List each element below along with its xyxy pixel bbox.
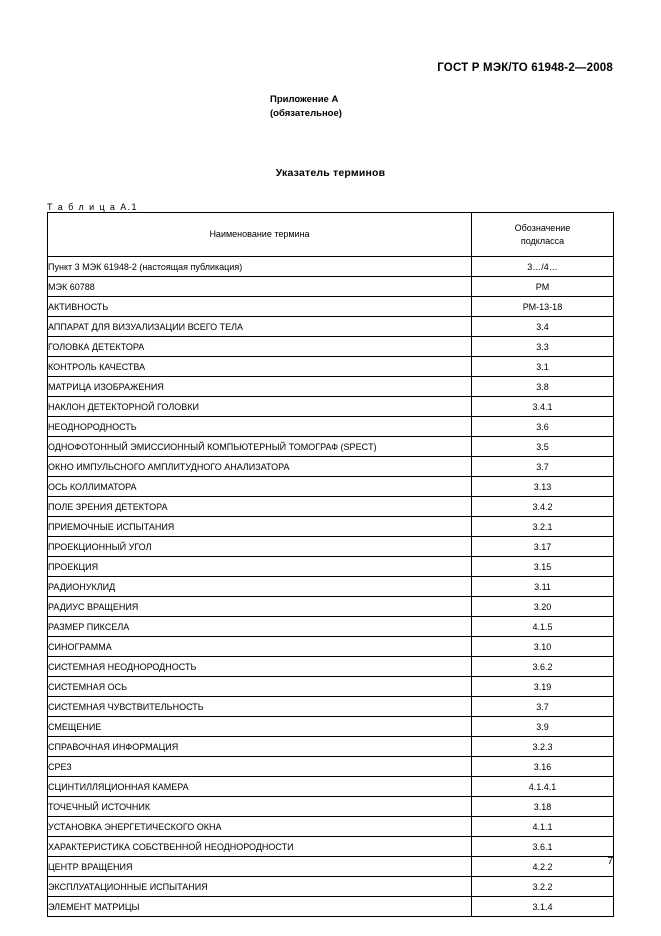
subclass-cell: 3.7 (472, 457, 614, 477)
table-row (48, 337, 614, 357)
table-row (48, 317, 614, 337)
subclass-cell: 3.15 (472, 557, 614, 577)
subclass-cell: 3.4.1 (472, 397, 614, 417)
table-header (48, 213, 614, 257)
table-row (48, 717, 614, 737)
term-cell: РАЗМЕР ПИКСЕЛА (48, 617, 472, 637)
column-header-subclass-line1: Обозначение (514, 223, 571, 234)
standard-header: ГОСТ Р МЭК/ТО 61948-2—2008 (437, 62, 613, 74)
term-cell: СИСТЕМНАЯ НЕОДНОРОДНОСТЬ (48, 657, 472, 677)
term-cell: СМЕЩЕНИЕ (48, 717, 472, 737)
term-cell: ГОЛОВКА ДЕТЕКТОРА (48, 337, 472, 357)
table-row (48, 397, 614, 417)
subclass-cell: 3.13 (472, 477, 614, 497)
subclass-cell: 3.4.2 (472, 497, 614, 517)
table-row (48, 677, 614, 697)
term-cell: ТОЧЕЧНЫЙ ИСТОЧНИК (48, 797, 472, 817)
table-row (48, 797, 614, 817)
term-cell: ОСЬ КОЛЛИМАТОРА (48, 477, 472, 497)
table-row (48, 457, 614, 477)
term-cell: КОНТРОЛЬ КАЧЕСТВА (48, 357, 472, 377)
subclass-cell: 3.2.1 (472, 517, 614, 537)
term-cell: АКТИВНОСТЬ (48, 297, 472, 317)
term-cell: МЭК 60788 (48, 277, 472, 297)
subclass-cell: 3.3 (472, 337, 614, 357)
subclass-cell: 3.2.3 (472, 737, 614, 757)
subclass-cell: 4.2.2 (472, 857, 614, 877)
table-row (48, 877, 614, 897)
table-row (48, 657, 614, 677)
table-row (48, 437, 614, 457)
table-row (48, 777, 614, 797)
subclass-cell: 4.1.1 (472, 817, 614, 837)
term-cell: УСТАНОВКА ЭНЕРГЕТИЧЕСКОГО ОКНА (48, 817, 472, 837)
table-row (48, 257, 614, 277)
table-row (48, 897, 614, 917)
subclass-cell: 4.1.4.1 (472, 777, 614, 797)
table-row (48, 617, 614, 637)
terms-table (47, 212, 614, 917)
term-cell: МАТРИЦА ИЗОБРАЖЕНИЯ (48, 377, 472, 397)
term-cell: НЕОДНОРОДНОСТЬ (48, 417, 472, 437)
subclass-cell: 3.5 (472, 437, 614, 457)
term-cell: СЦИНТИЛЛЯЦИОННАЯ КАМЕРА (48, 777, 472, 797)
subclass-cell: РМ (472, 277, 614, 297)
term-cell: ПРОЕКЦИОННЫЙ УГОЛ (48, 537, 472, 557)
table-row (48, 517, 614, 537)
subclass-cell: 3.16 (472, 757, 614, 777)
subclass-cell: 3…/4… (472, 257, 614, 277)
table-row (48, 357, 614, 377)
term-cell: СИСТЕМНАЯ ОСЬ (48, 677, 472, 697)
subclass-cell: 3.8 (472, 377, 614, 397)
subclass-cell: 3.6 (472, 417, 614, 437)
subclass-cell: РМ-13-18 (472, 297, 614, 317)
term-cell: НАКЛОН ДЕТЕКТОРНОЙ ГОЛОВКИ (48, 397, 472, 417)
term-cell: Пункт 3 МЭК 61948-2 (настоящая публикация) (48, 257, 472, 277)
column-header-subclass-line2: подкласса (520, 235, 565, 246)
term-cell: АППАРАТ ДЛЯ ВИЗУАЛИЗАЦИИ ВСЕГО ТЕЛА (48, 317, 472, 337)
term-cell: РАДИОНУКЛИД (48, 577, 472, 597)
term-cell: ЭЛЕМЕНТ МАТРИЦЫ (48, 897, 472, 917)
annex-status: (обязательное) (270, 107, 342, 119)
page-number: 7 (607, 856, 613, 867)
table-row (48, 297, 614, 317)
term-cell: ЭКСПЛУАТАЦИОННЫЕ ИСПЫТАНИЯ (48, 877, 472, 897)
term-cell: СИСТЕМНАЯ ЧУВСТВИТЕЛЬНОСТЬ (48, 697, 472, 717)
table-row (48, 377, 614, 397)
column-header-subclass (472, 213, 614, 257)
table-row (48, 557, 614, 577)
term-cell: ЦЕНТР ВРАЩЕНИЯ (48, 857, 472, 877)
table-row (48, 817, 614, 837)
subclass-cell: 3.6.1 (472, 837, 614, 857)
table-row (48, 697, 614, 717)
term-cell: РАДИУС ВРАЩЕНИЯ (48, 597, 472, 617)
table-row (48, 277, 614, 297)
table-row (48, 837, 614, 857)
subclass-cell: 4.1.5 (472, 617, 614, 637)
table-row (48, 497, 614, 517)
subclass-cell: 3.20 (472, 597, 614, 617)
table-row (48, 857, 614, 877)
term-cell: СПРАВОЧНАЯ ИНФОРМАЦИЯ (48, 737, 472, 757)
table-row (48, 477, 614, 497)
subclass-cell: 3.7 (472, 697, 614, 717)
column-header-term: Наименование термина (48, 213, 472, 257)
subclass-cell: 3.19 (472, 677, 614, 697)
term-cell: СИНОГРАММА (48, 637, 472, 657)
table-row (48, 577, 614, 597)
table-row (48, 417, 614, 437)
page-title: Указатель терминов (275, 167, 386, 179)
term-cell: СРЕЗ (48, 757, 472, 777)
subclass-cell: 3.18 (472, 797, 614, 817)
subclass-cell: 3.2.2 (472, 877, 614, 897)
table-body (48, 257, 614, 917)
table-caption: Т а б л и ц а А.1 (47, 202, 138, 212)
table-row (48, 757, 614, 777)
table-header-row (48, 213, 614, 257)
subclass-cell: 3.6.2 (472, 657, 614, 677)
term-cell: ОКНО ИМПУЛЬСНОГО АМПЛИТУДНОГО АНАЛИЗАТОРА (48, 457, 472, 477)
subclass-cell: 3.1.4 (472, 897, 614, 917)
term-cell: ПОЛЕ ЗРЕНИЯ ДЕТЕКТОРА (48, 497, 472, 517)
subclass-cell: 3.11 (472, 577, 614, 597)
subclass-cell: 3.1 (472, 357, 614, 377)
table-row (48, 637, 614, 657)
term-cell: ХАРАКТЕРИСТИКА СОБСТВЕННОЙ НЕОДНОРОДНОСТИ (48, 837, 472, 857)
term-cell: ПРИЕМОЧНЫЕ ИСПЫТАНИЯ (48, 517, 472, 537)
term-cell: ПРОЕКЦИЯ (48, 557, 472, 577)
subclass-cell: 3.10 (472, 637, 614, 657)
table-row (48, 537, 614, 557)
table-row (48, 597, 614, 617)
subclass-cell: 3.9 (472, 717, 614, 737)
subclass-cell: 3.17 (472, 537, 614, 557)
annex-heading (270, 93, 342, 121)
term-cell: ОДНОФОТОННЫЙ ЭМИССИОННЫЙ КОМПЬЮТЕРНЫЙ ТОМОГРАФ (SPECT) (48, 437, 472, 457)
table-row (48, 737, 614, 757)
subclass-cell: 3.4 (472, 317, 614, 337)
annex-label: Приложение А (270, 94, 339, 105)
